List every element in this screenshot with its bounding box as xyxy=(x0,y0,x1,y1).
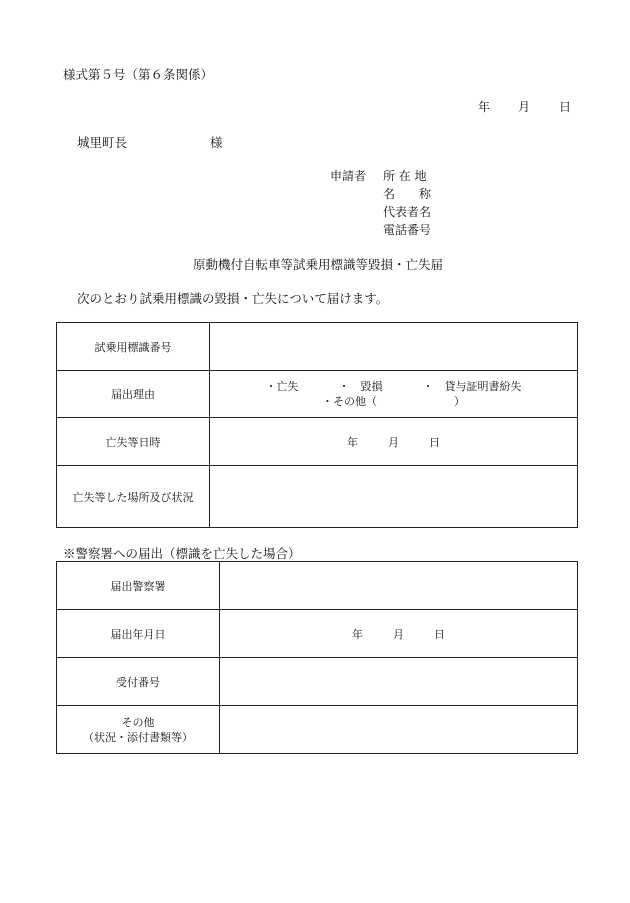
report-date-month: 月 xyxy=(393,627,404,641)
report-date-day: 日 xyxy=(434,627,445,641)
location-label: 亡失等した場所及び状況 xyxy=(57,466,210,528)
police-station-row xyxy=(57,562,578,610)
loss-date-row xyxy=(57,418,578,466)
notification-table xyxy=(56,322,578,528)
report-date-label: 届出年月日 xyxy=(57,610,220,658)
reason-damaged-option[interactable]: ・ 毀損 xyxy=(338,380,383,393)
applicant-name-label: 名 称 xyxy=(383,187,432,201)
loss-date-label: 亡失等日時 xyxy=(57,418,210,466)
addressee-name: 城里町長 xyxy=(77,135,128,150)
loss-date-day: 日 xyxy=(429,435,440,449)
receipt-number-label: 受付番号 xyxy=(57,658,220,706)
applicant-representative-label: 代表者名 xyxy=(383,205,432,219)
other-label-line2: （状況・添付書類等） xyxy=(83,730,193,744)
report-date-row xyxy=(57,610,578,658)
plate-number-row xyxy=(57,323,578,371)
location-field[interactable] xyxy=(210,466,578,528)
form-title: 原動機付自転車等試乗用標識等毀損・亡失届 xyxy=(193,257,444,272)
plate-number-field[interactable] xyxy=(210,323,578,371)
date-day: 日 xyxy=(559,100,572,114)
reason-label: 届出理由 xyxy=(57,371,210,418)
other-label xyxy=(57,706,220,754)
form-number: 様式第５号（第６条関係） xyxy=(63,67,214,82)
date-year: 年 xyxy=(478,100,491,114)
police-table xyxy=(56,561,578,754)
reason-certificate-lost-option[interactable]: ・ 貸与証明書紛失 xyxy=(422,380,522,393)
police-section-heading: ※警察署への届出（標識を亡失した場合） xyxy=(63,546,301,561)
loss-date-field[interactable] xyxy=(210,418,578,466)
other-field[interactable] xyxy=(220,706,578,754)
other-row xyxy=(57,706,578,754)
receipt-number-field[interactable] xyxy=(220,658,578,706)
intro-text: 次のとおり試乗用標識の毀損・亡失について届けます。 xyxy=(77,291,389,306)
police-station-field[interactable] xyxy=(220,562,578,610)
reason-row xyxy=(57,371,578,418)
location-row xyxy=(57,466,578,528)
applicant-address-label: 所 在 地 xyxy=(383,169,427,183)
reason-other-option[interactable]: ・その他（ ） xyxy=(322,395,465,408)
date-month: 月 xyxy=(518,100,531,114)
reason-options xyxy=(210,371,578,418)
receipt-number-row xyxy=(57,658,578,706)
loss-date-year: 年 xyxy=(347,435,358,449)
addressee-honorific: 様 xyxy=(210,135,223,150)
police-station-label: 届出警察署 xyxy=(57,562,220,610)
loss-date-month: 月 xyxy=(388,435,399,449)
report-date-field[interactable] xyxy=(220,610,578,658)
plate-number-label: 試乗用標識番号 xyxy=(57,323,210,371)
other-label-line1: その他 xyxy=(121,715,155,729)
reason-lost-option[interactable]: ・亡失 xyxy=(265,380,299,393)
applicant-label: 申請者 xyxy=(330,169,367,183)
applicant-phone-label: 電話番号 xyxy=(383,223,432,237)
report-date-year: 年 xyxy=(352,627,363,641)
